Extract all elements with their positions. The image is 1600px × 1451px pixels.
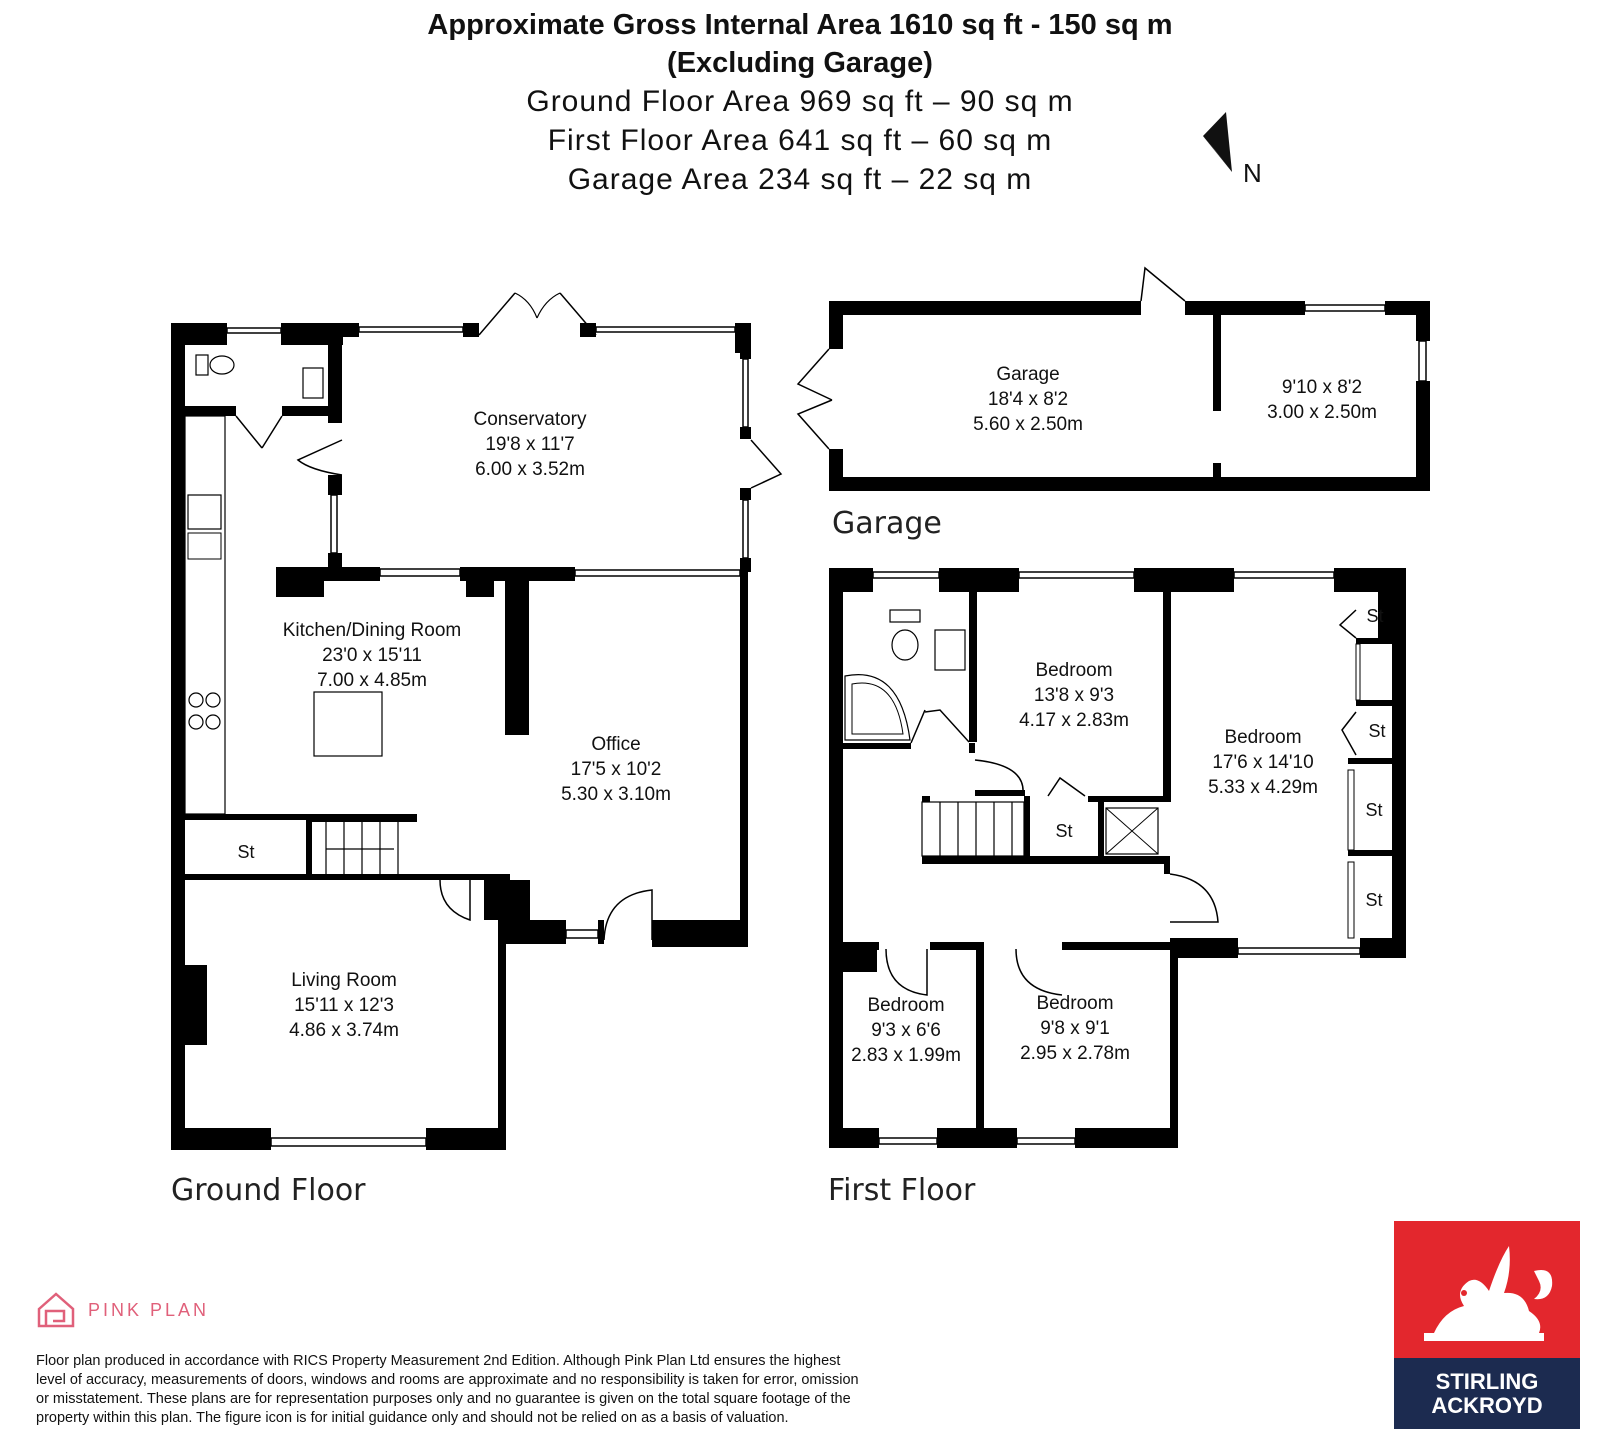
bedroom-mid-name: Bedroom	[1035, 660, 1113, 681]
stirling-ackroyd-logo	[1394, 1221, 1580, 1429]
disclaimer-line: Floor plan produced in accordance with RICS Property Measurement 2nd Edition. Although Pink Plan Ltd ensures the highest	[36, 1353, 841, 1369]
bedroom-front-imperial: 9'8 x 9'1	[1040, 1018, 1110, 1039]
kitchen-metric: 7.00 x 4.85m	[317, 670, 427, 691]
office-metric: 5.30 x 3.10m	[561, 784, 671, 805]
north-arrow-icon	[1203, 112, 1262, 188]
brand-line-1: STIRLING	[1435, 1369, 1539, 1394]
pink-plan-name: PINK PLAN	[88, 1299, 210, 1320]
house-logo-icon	[36, 1291, 76, 1329]
garage-name: Garage	[996, 364, 1060, 385]
disclaimer	[36, 1352, 936, 1428]
brand-red-panel	[1394, 1221, 1580, 1358]
title-excluding-garage: (Excluding Garage)	[667, 47, 933, 79]
garage-section-label: Garage	[832, 506, 942, 541]
conservatory-name: Conservatory	[473, 409, 587, 430]
north-label: N	[1243, 158, 1262, 188]
disclaimer-line: property within this plan. The figure icon is for initial guidance only and should not be relied on as a basis of valuation.	[36, 1410, 789, 1426]
conservatory-imperial: 19'8 x 11'7	[485, 434, 575, 455]
wardrobe-3-label: St	[1365, 800, 1383, 820]
pink-plan-logo	[36, 1291, 209, 1329]
living-name: Living Room	[291, 970, 397, 991]
first-floor-area: First Floor Area 641 sq ft – 60 sq m	[547, 124, 1053, 157]
garage-rear-metric: 3.00 x 2.50m	[1267, 402, 1377, 423]
bedroom-main-imperial: 17'6 x 14'10	[1212, 752, 1314, 773]
office-name: Office	[591, 734, 641, 755]
wardrobe-2-label: St	[1368, 721, 1386, 741]
bedroom-small-metric: 2.83 x 1.99m	[851, 1045, 961, 1066]
wardrobe-4-label: St	[1365, 890, 1383, 910]
bedroom-front-metric: 2.95 x 2.78m	[1020, 1043, 1130, 1064]
ground-floor-labels	[171, 409, 671, 1208]
bedroom-small-imperial: 9'3 x 6'6	[871, 1020, 941, 1041]
ground-store-label: St	[237, 842, 255, 862]
griffin-icon	[1394, 1221, 1580, 1358]
bedroom-small-name: Bedroom	[867, 995, 945, 1016]
disclaimer-line: level of accuracy, measurements of doors, windows and rooms are approximate and no responsibility is taken for error, omission	[36, 1372, 859, 1388]
wardrobe-1-label: St	[1366, 606, 1384, 626]
ground-floor-area: Ground Floor Area 969 sq ft – 90 sq m	[526, 85, 1074, 118]
bedroom-mid-imperial: 13'8 x 9'3	[1033, 685, 1115, 706]
title-gross-area: Approximate Gross Internal Area 1610 sq ft - 150 sq m	[427, 9, 1173, 41]
garage-labels	[832, 364, 1377, 541]
living-imperial: 15'11 x 12'3	[294, 995, 394, 1016]
garage-imperial: 18'4 x 8'2	[987, 389, 1069, 410]
living-metric: 4.86 x 3.74m	[289, 1020, 399, 1041]
disclaimer-line: or misstatement. These plans are for representation purposes only and no guarantee is given on the total square footage of the	[36, 1391, 851, 1407]
brand-line-2: ACKROYD	[1431, 1393, 1543, 1418]
bedroom-mid-metric: 4.17 x 2.83m	[1019, 710, 1129, 731]
office-imperial: 17'5 x 10'2	[570, 759, 662, 780]
landing-store-label: St	[1055, 821, 1073, 841]
brand-navy-panel	[1394, 1358, 1580, 1429]
bedroom-main-metric: 5.33 x 4.29m	[1208, 777, 1318, 798]
bedroom-main-name: Bedroom	[1224, 727, 1302, 748]
ground-floor-label: Ground Floor	[171, 1173, 366, 1208]
garage-metric: 5.60 x 2.50m	[973, 414, 1083, 435]
garage-area: Garage Area 234 sq ft – 22 sq m	[567, 163, 1033, 196]
first-floor-label: First Floor	[828, 1173, 976, 1208]
conservatory-metric: 6.00 x 3.52m	[475, 459, 585, 480]
first-floor-labels	[828, 660, 1318, 1208]
garage-rear-imperial: 9'10 x 8'2	[1281, 377, 1363, 398]
bedroom-front-name: Bedroom	[1036, 993, 1114, 1014]
kitchen-imperial: 23'0 x 15'11	[322, 645, 422, 666]
kitchen-name: Kitchen/Dining Room	[282, 620, 462, 641]
